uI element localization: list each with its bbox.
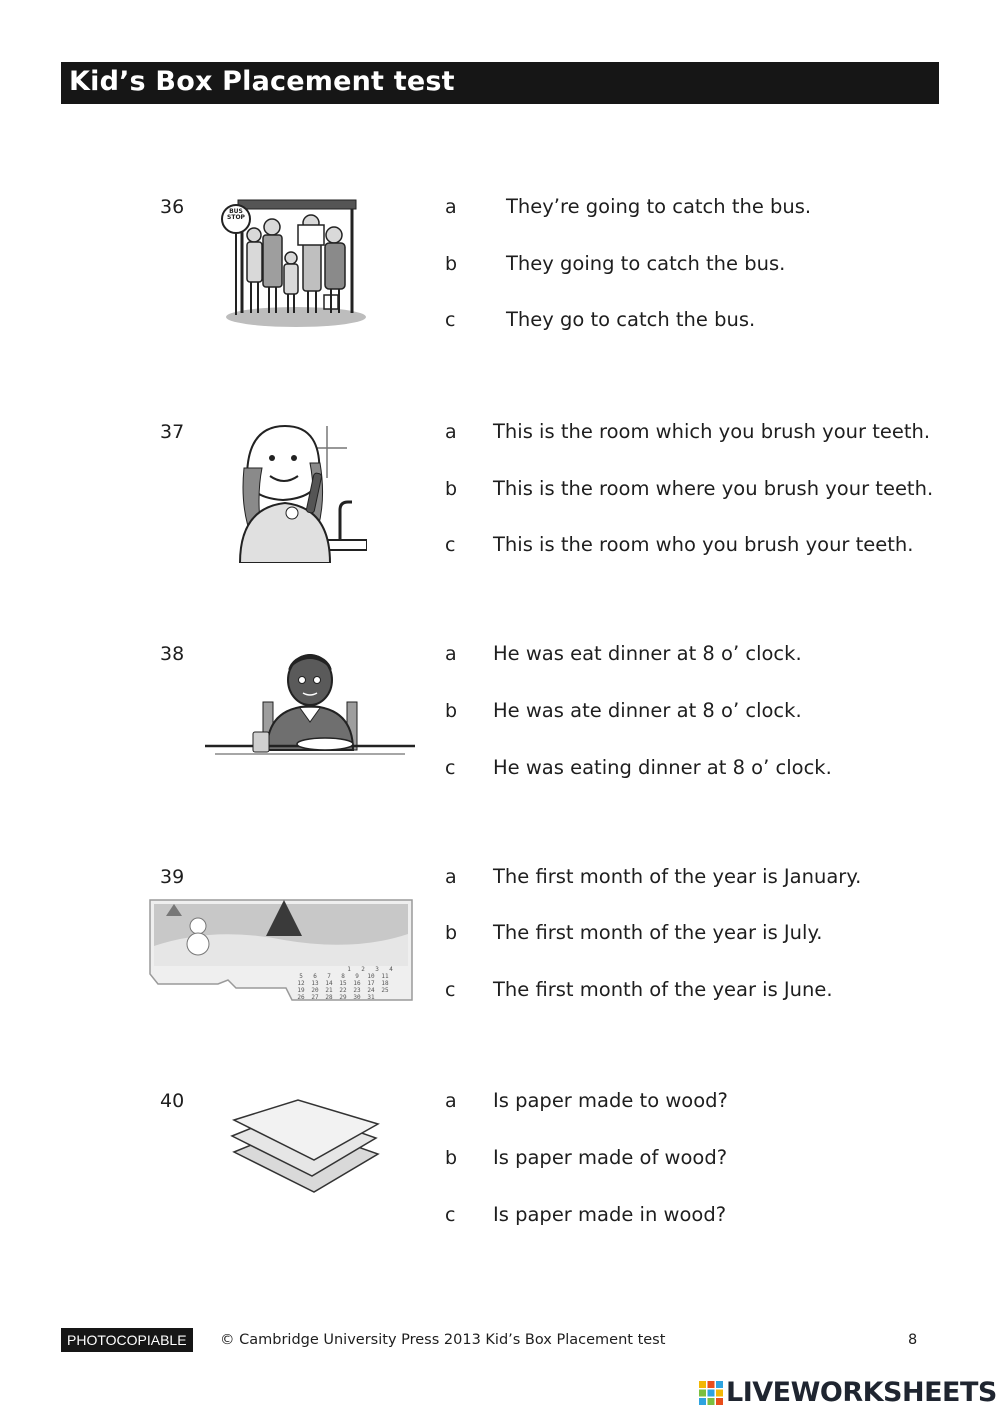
calendar-day: 5 (299, 973, 303, 980)
calendar-day: 26 (297, 994, 305, 1001)
calendar-day: 12 (297, 980, 305, 987)
option-letter: a (445, 643, 457, 665)
calendar-day: 15 (339, 980, 347, 987)
bus-stop-sign-text: BUS STOP (227, 208, 245, 221)
liveworksheets-icon (698, 1380, 724, 1406)
option-letter: a (445, 866, 457, 888)
option-letter: a (445, 1090, 457, 1112)
option-text: The first month of the year is July. (493, 921, 823, 944)
calendar-day: 11 (381, 973, 389, 980)
option-text: Is paper made in wood? (493, 1203, 727, 1226)
calendar-day: 8 (341, 973, 345, 980)
question-number: 38 (160, 643, 185, 665)
calendar-day: 23 (353, 987, 361, 994)
copyright-text: © Cambridge University Press 2013 Kid’s Box Placement test (220, 1332, 666, 1348)
calendar-day: 19 (297, 987, 305, 994)
bathroom-picture (232, 418, 367, 563)
option-text: Is paper made to wood? (493, 1089, 728, 1112)
option-text: They going to catch the bus. (506, 252, 786, 275)
calendar-row-5 (294, 994, 398, 1001)
calendar-day: 2 (361, 966, 365, 973)
calendar-day: 28 (325, 994, 333, 1001)
question-number: 36 (160, 196, 185, 218)
option-text: They’re going to catch the bus. (506, 195, 812, 218)
option-letter: b (445, 253, 458, 275)
option-text: This is the room who you brush your teeth. (493, 533, 914, 556)
option-letter: a (445, 196, 457, 218)
calendar-day: 21 (325, 987, 333, 994)
calendar-day: 14 (325, 980, 333, 987)
liveworksheets-wordmark: LIVEWORKSHEETS (726, 1377, 997, 1408)
option-text: They go to catch the bus. (506, 308, 756, 331)
question-number: 39 (160, 866, 185, 888)
option-letter: b (445, 478, 458, 500)
page-number: 8 (908, 1332, 918, 1348)
calendar-day: 17 (367, 980, 375, 987)
calendar-day: 25 (381, 987, 389, 994)
calendar-day: 4 (389, 966, 393, 973)
option-text: This is the room where you brush your teeth. (493, 477, 934, 500)
calendar-day: 29 (339, 994, 347, 1001)
calendar-day: 1 (347, 966, 351, 973)
option-text: The first month of the year is June. (493, 978, 833, 1001)
option-letter: b (445, 1147, 458, 1169)
calendar-picture (146, 896, 418, 1004)
calendar-day: 9 (355, 973, 359, 980)
calendar-row-4 (294, 987, 398, 994)
header-bar (61, 62, 939, 104)
option-text: He was eat dinner at 8 o’ clock. (493, 642, 802, 665)
option-text: The first month of the year is January. (493, 865, 862, 888)
calendar-day: 30 (353, 994, 361, 1001)
calendar-day: 16 (353, 980, 361, 987)
calendar-day: 10 (367, 973, 375, 980)
photocopiable-badge: PHOTOCOPIABLE (61, 1328, 193, 1352)
page-title: Kid’s Box Placement test (69, 66, 455, 97)
option-letter: b (445, 700, 458, 722)
option-letter: c (445, 1204, 456, 1226)
dinner-picture (205, 650, 415, 762)
calendar-day: 13 (311, 980, 319, 987)
option-text: He was ate dinner at 8 o’ clock. (493, 699, 802, 722)
calendar-day: 7 (327, 973, 331, 980)
calendar-day: 6 (313, 973, 317, 980)
calendar-day: 22 (339, 987, 347, 994)
option-letter: c (445, 979, 456, 1001)
option-text: This is the room which you brush your teeth. (493, 420, 931, 443)
calendar-row-2 (294, 973, 398, 980)
option-letter: c (445, 309, 456, 331)
calendar-day: 31 (367, 994, 375, 1001)
calendar-day: 18 (381, 980, 389, 987)
option-letter: b (445, 922, 458, 944)
option-text: Is paper made of wood? (493, 1146, 728, 1169)
calendar-day: 24 (367, 987, 375, 994)
liveworksheets-logo[interactable] (698, 1377, 997, 1409)
option-letter: c (445, 534, 456, 556)
calendar-day: 20 (311, 987, 319, 994)
calendar-day: 3 (375, 966, 379, 973)
question-number: 37 (160, 421, 185, 443)
question-number: 40 (160, 1090, 185, 1112)
option-letter: a (445, 421, 457, 443)
calendar-row-1 (294, 966, 398, 973)
calendar-day: 27 (311, 994, 319, 1001)
option-letter: c (445, 757, 456, 779)
option-text: He was eating dinner at 8 o’ clock. (493, 756, 832, 779)
paper-sheets-picture (228, 1098, 383, 1198)
calendar-row-3 (294, 980, 398, 987)
